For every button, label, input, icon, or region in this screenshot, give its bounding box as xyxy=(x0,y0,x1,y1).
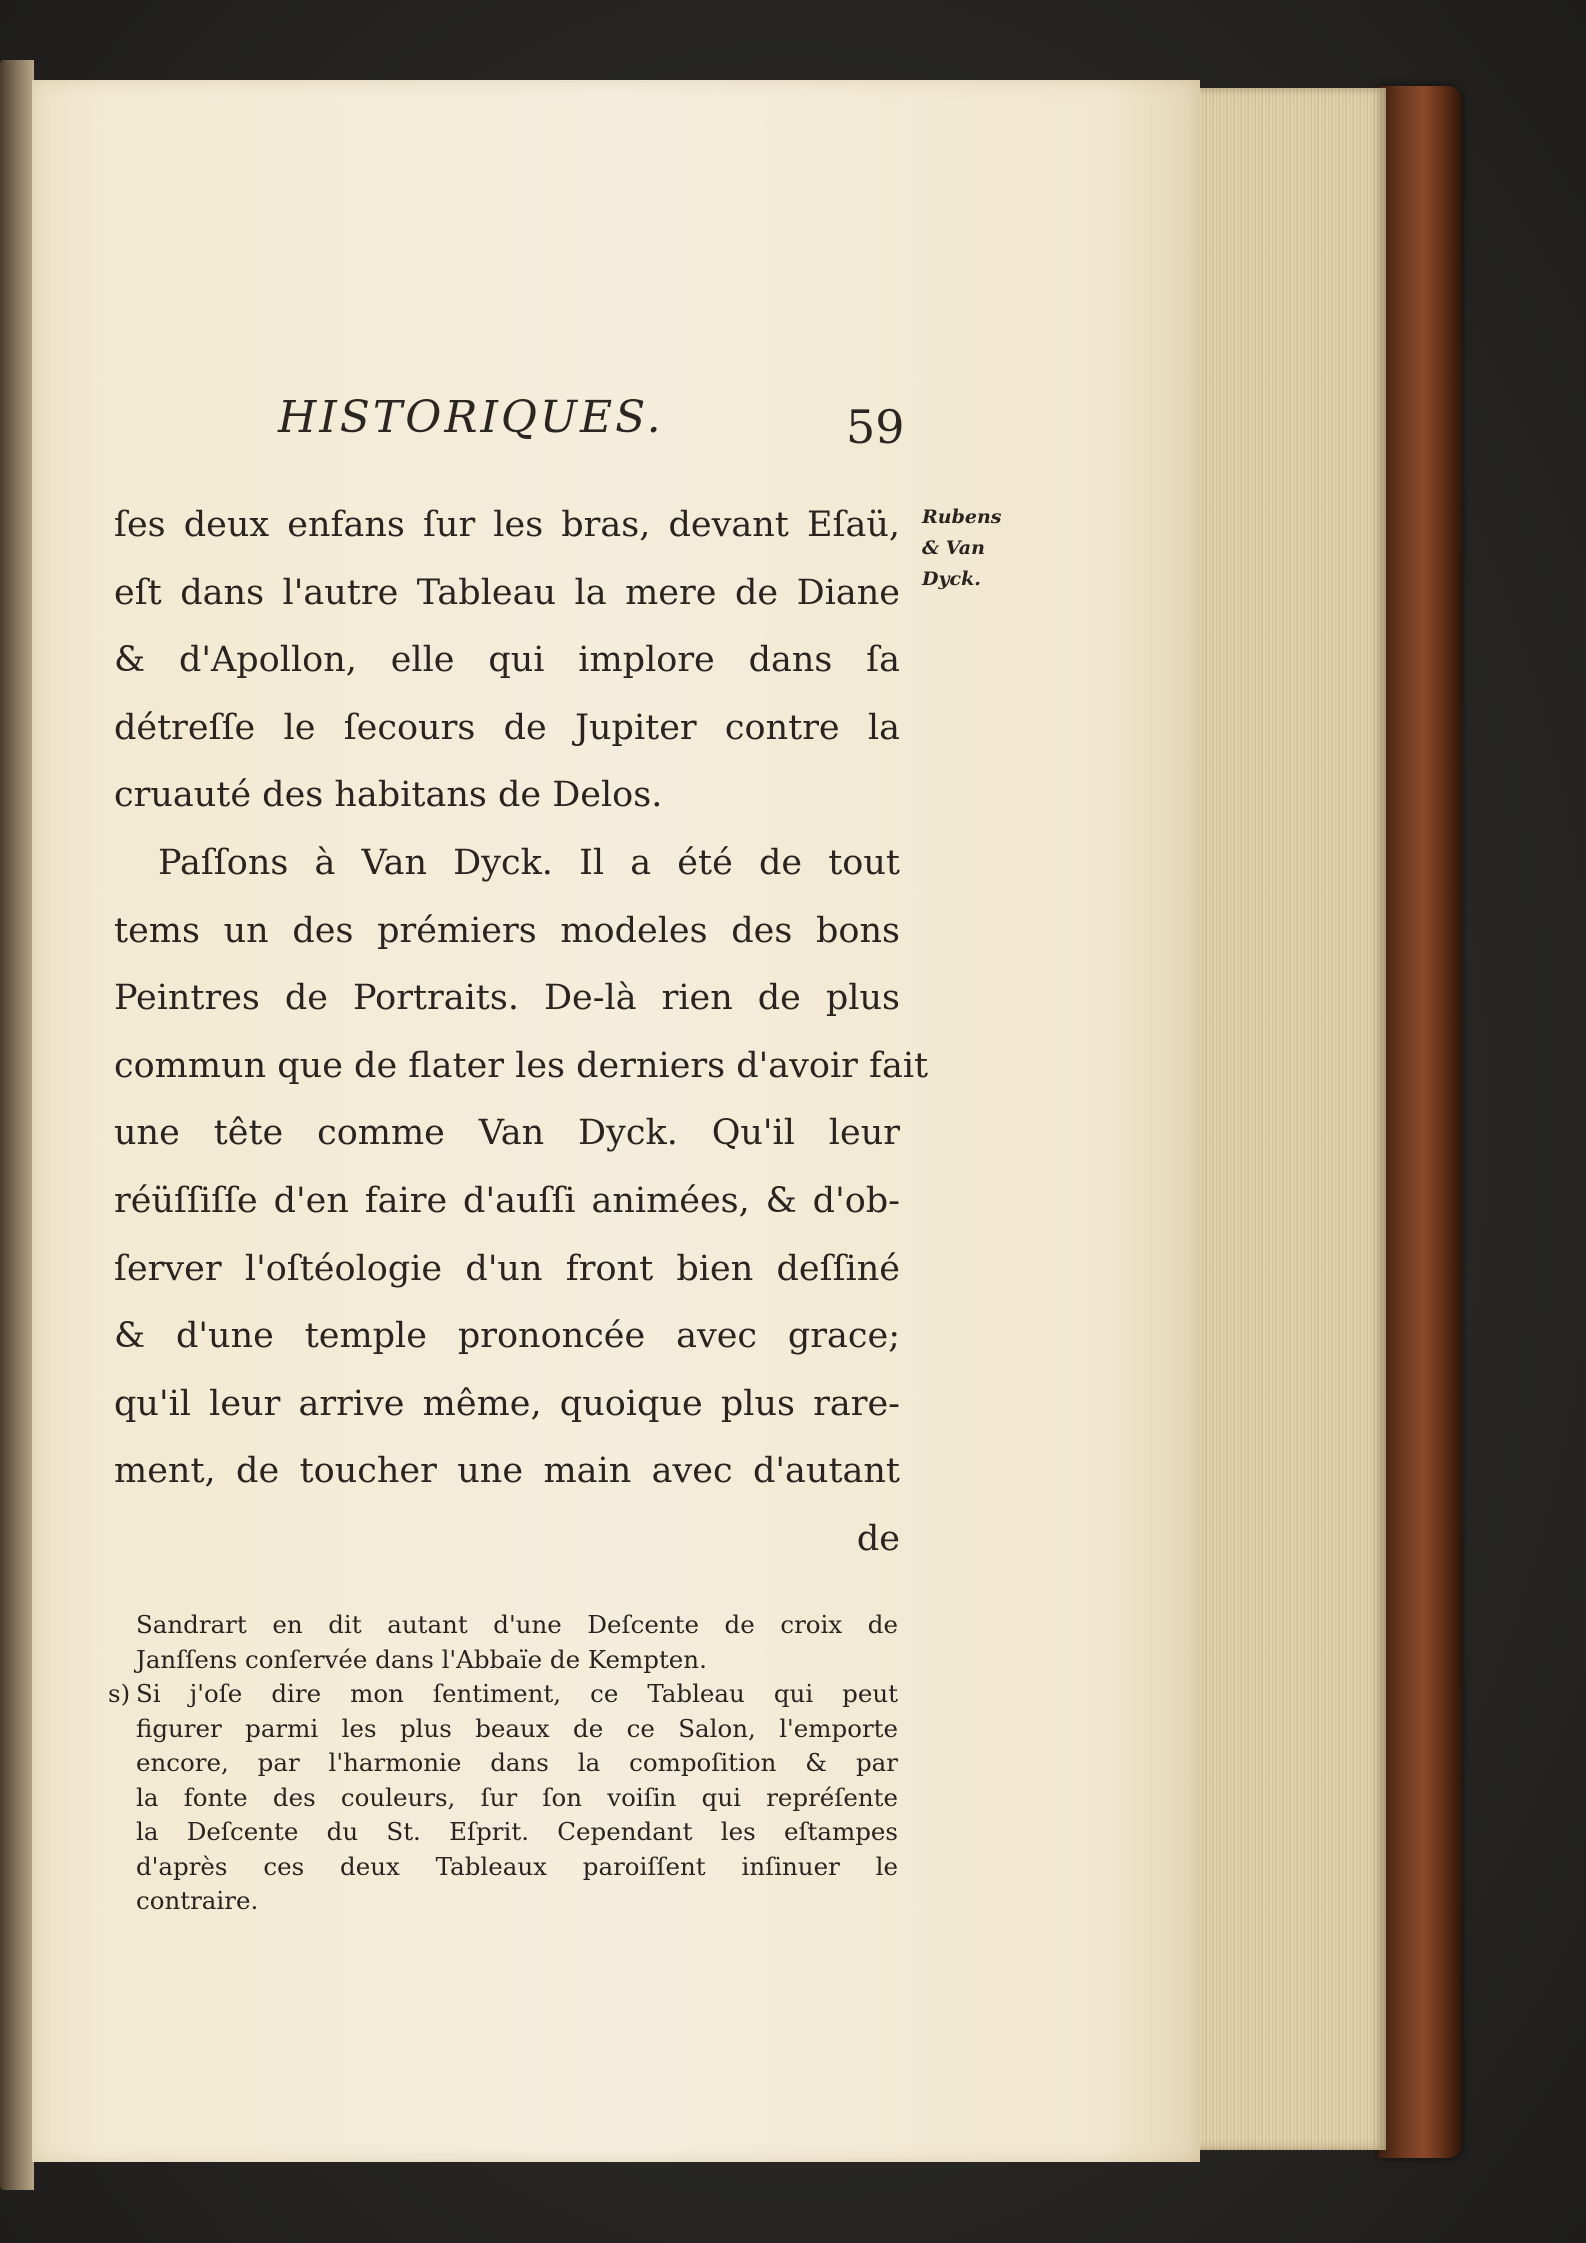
text-line: détreſſe le ſecours de Jupiter contre la xyxy=(114,707,900,748)
text-line: Peintres de Portraits. De-là rien de plus xyxy=(114,978,900,1019)
text-line: ment, de toucher une main avec d'autant xyxy=(114,1451,900,1492)
text-line: ſes deux enfans ſur les bras, devant Eſaü, xyxy=(114,505,900,545)
footnote xyxy=(136,1608,898,1677)
margin-note-line: Rubens xyxy=(922,506,1002,528)
text-line: une tête comme Van Dyck. Qu'il leur xyxy=(114,1113,900,1154)
footnote-line: figurer parmi les plus beaux de ce Salon, l'emporte xyxy=(136,1713,898,1743)
margin-note xyxy=(922,502,1032,595)
footnote-line: encore, par l'harmonie dans la compoſition & par xyxy=(136,1748,898,1777)
footnote xyxy=(108,1677,898,1919)
text-line: & d'Apollon, elle qui implore dans ſa xyxy=(114,640,900,681)
footnote-line: la fonte des couleurs, ſur ſon voiſin qui repréſente xyxy=(136,1782,898,1812)
page-number: 59 xyxy=(846,400,905,454)
text-line: & d'une temple prononcée avec grace; xyxy=(114,1316,900,1357)
footnote-line: contraire. xyxy=(136,1886,259,1915)
margin-note-line: Dyck. xyxy=(922,568,981,590)
text-line: commun que de flater les derniers d'avoir fait xyxy=(114,1045,929,1086)
catchword: de xyxy=(856,1518,900,1559)
text-line: ſerver l'oſtéologie d'un front bien deſſiné xyxy=(114,1248,900,1289)
footnote-marker: s) xyxy=(108,1679,131,1708)
text-line: qu'il leur arrive même, quoique plus rare- xyxy=(114,1383,900,1424)
book-page xyxy=(32,80,1200,2162)
text-line: tems un des prémiers modeles des bons xyxy=(114,910,900,951)
text-line: cruauté des habitans de Delos. xyxy=(114,775,663,816)
footnote-line: la Deſcente du St. Eſprit. Cependant les eſtampes xyxy=(136,1817,898,1846)
footnote-line: Si j'oſe dire mon ſentiment, ce Tableau qui peut xyxy=(136,1679,898,1708)
running-head: HISTORIQUES. xyxy=(278,392,664,443)
text-line: Paſſons à Van Dyck. Il a été de tout xyxy=(158,842,900,883)
book-cover-leather xyxy=(1378,86,1462,2158)
footnote-line: Sandrart en dit autant d'une Deſcente de croix de xyxy=(136,1610,898,1639)
text-line: eſt dans l'autre Tableau la mere de Diane xyxy=(114,572,900,613)
page-edges-stack xyxy=(1196,88,1386,2150)
body-text xyxy=(114,492,929,1574)
footnote-line: Janſſens conſervée dans l'Abbaïe de Kempten. xyxy=(136,1644,707,1674)
footnote-line: d'après ces deux Tableaux paroiſſent inſinuer le xyxy=(136,1851,898,1881)
book-cover-left-edge xyxy=(0,60,34,2190)
footnotes xyxy=(108,1608,898,1919)
text-line: réüſſiſſe d'en faire d'auſſi animées, & d'ob- xyxy=(114,1180,900,1221)
margin-note-line: & Van xyxy=(922,537,985,559)
